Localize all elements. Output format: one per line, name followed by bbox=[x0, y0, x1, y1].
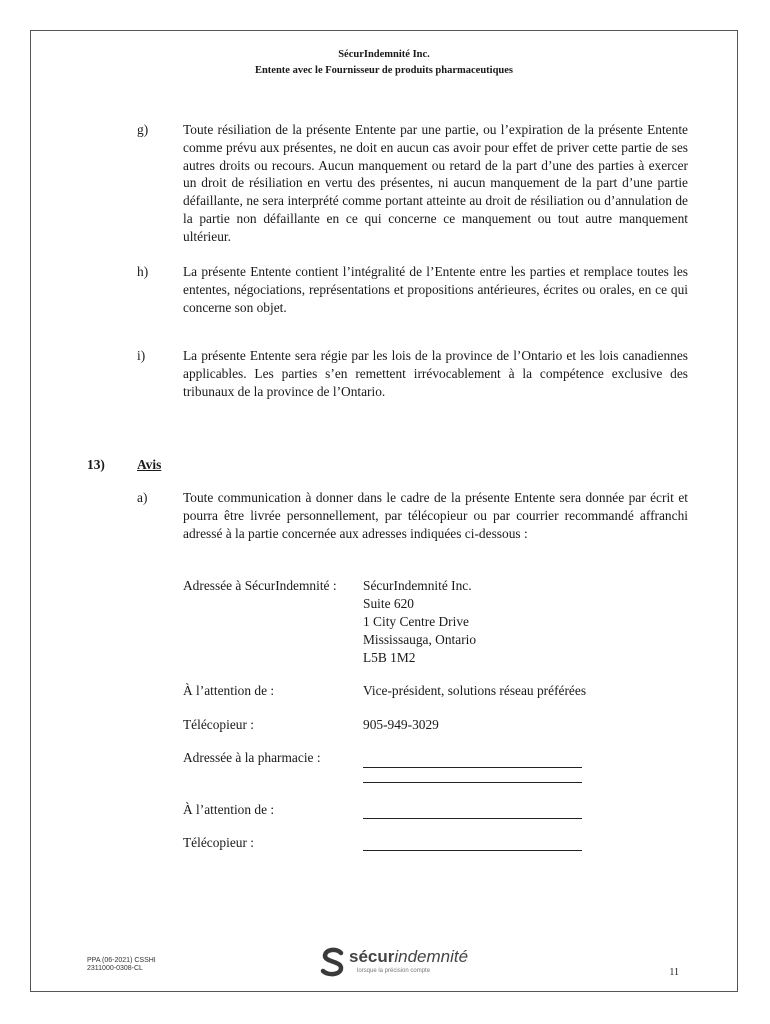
document-page bbox=[30, 30, 738, 992]
clause-text: Toute résiliation de la présente Entente par une partie, ou l’expiration de la présente Entente comme prévu aux présentes, ne doit en aucun cas avoir pour effet de priver cette partie de ses autres droits ou recours. Aucun manquement ou retard de la part d’une des parties à exercer un droit de résiliation en vertu des présentes, ni aucun manquement de la part d’une partie défaillante, ne sera interprété comme portant atteinte au droit de résiliation ou d’annulation de la partie non défaillante en ce qui concerne ce manquement ou tout autre manquement ultérieur. bbox=[183, 122, 688, 244]
pharmacy-address-blank-line bbox=[363, 767, 582, 768]
insurer-address-label: Adressée à SécurIndemnité : bbox=[183, 578, 337, 593]
attention-label: À l’attention de : bbox=[183, 683, 275, 698]
logo-wordmark: sécurindemnité bbox=[349, 947, 469, 966]
logo-tagline: lorsque la précision compte bbox=[357, 968, 431, 974]
clause-text: La présente Entente contient l’intégralité de l’Entente entre les parties et remplace toutes les ententes, négociations, représentations et propositions antérieures, écrites ou orales, en ce qui concerne son objet. bbox=[183, 264, 688, 315]
clause-letter: h) bbox=[137, 264, 149, 279]
section-number: 13) bbox=[87, 457, 105, 472]
clause-text: Toute communication à donner dans le cadre de la présente Entente sera donnée par écrit et pourra être livrée personnellement, par télécopieur ou par courrier recommandé affranchi adressé à la partie concernée aux adresses indiquées ci-dessous : bbox=[183, 490, 688, 541]
pharmacy-fax-label: Télécopieur : bbox=[183, 835, 255, 850]
clause-letter: a) bbox=[137, 490, 148, 505]
fax-value: 905-949-3029 bbox=[363, 717, 439, 732]
insurer-address-line: L5B 1M2 bbox=[363, 650, 416, 665]
logo-s-mark-icon bbox=[319, 947, 347, 977]
section-title: Avis bbox=[137, 457, 162, 472]
header-company: SécurIndemnité Inc. bbox=[338, 49, 430, 60]
fax-label: Télécopieur : bbox=[183, 717, 255, 732]
attention-value: Vice-président, solutions réseau préférées bbox=[363, 683, 587, 698]
insurer-address-line: SécurIndemnité Inc. bbox=[363, 578, 472, 593]
page-number: 11 bbox=[669, 967, 679, 978]
insurer-address-line: 1 City Centre Drive bbox=[363, 614, 469, 629]
pharmacy-address-blank-line bbox=[363, 782, 582, 783]
pharmacy-fax-blank-line bbox=[363, 850, 582, 851]
footer-document-code: 2311000-0308-CL bbox=[87, 965, 143, 972]
securindemnite-logo bbox=[319, 947, 479, 981]
pharmacy-attention-blank-line bbox=[363, 818, 582, 819]
clause-letter: i) bbox=[137, 348, 146, 363]
clause-letter: g) bbox=[137, 122, 149, 137]
header-subtitle: Entente avec le Fournisseur de produits pharmaceutiques bbox=[254, 65, 514, 76]
insurer-address-line: Suite 620 bbox=[363, 596, 414, 611]
clause-text: La présente Entente sera régie par les lois de la province de l’Ontario et les lois canadiennes applicables. Les parties s’en remettent irrévocablement à la compétence exclusive des tribunaux de la province de l’Ontario. bbox=[183, 348, 688, 399]
insurer-address-line: Mississauga, Ontario bbox=[363, 632, 477, 647]
pharmacy-attention-label: À l’attention de : bbox=[183, 802, 275, 817]
footer-form-code: PPA (06-2021) CSSHI bbox=[87, 957, 156, 964]
pharmacy-address-label: Adressée à la pharmacie : bbox=[183, 750, 321, 765]
